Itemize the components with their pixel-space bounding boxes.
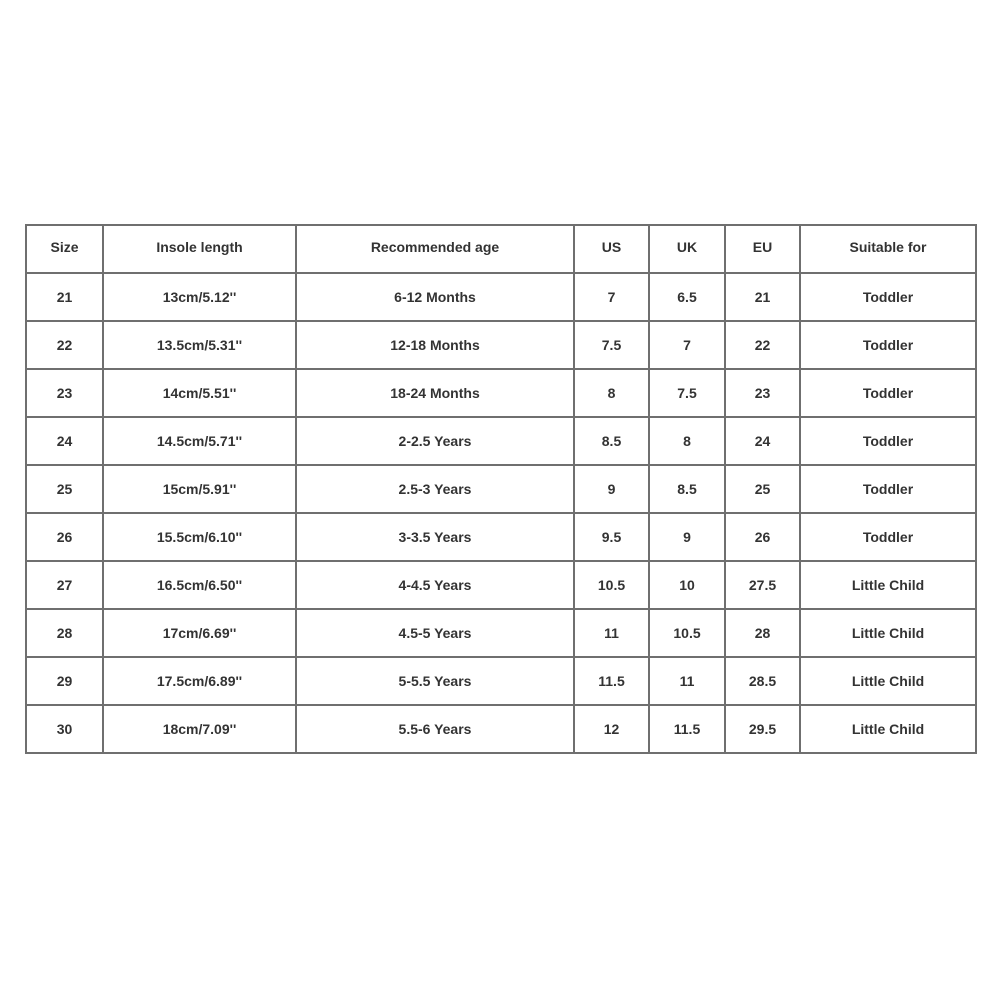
cell-uk: 11 <box>649 657 725 705</box>
cell-suitable-for: Little Child <box>800 705 976 753</box>
cell-us: 11.5 <box>574 657 649 705</box>
cell-insole-length: 17.5cm/6.89'' <box>103 657 296 705</box>
cell-suitable-for: Toddler <box>800 465 976 513</box>
cell-recommended-age: 4.5-5 Years <box>296 609 574 657</box>
cell-eu: 24 <box>725 417 800 465</box>
cell-insole-length: 16.5cm/6.50'' <box>103 561 296 609</box>
table-row <box>26 321 976 369</box>
header-size: Size <box>26 223 103 271</box>
table-row <box>26 561 976 609</box>
header-us: US <box>574 223 649 271</box>
cell-uk: 7 <box>649 321 725 369</box>
table-row <box>26 369 976 417</box>
cell-insole-length: 17cm/6.69'' <box>103 609 296 657</box>
cell-us: 8 <box>574 369 649 417</box>
cell-eu: 29.5 <box>725 705 800 753</box>
table-row <box>26 657 976 705</box>
cell-insole-length: 13.5cm/5.31'' <box>103 321 296 369</box>
cell-suitable-for: Little Child <box>800 561 976 609</box>
cell-uk: 8.5 <box>649 465 725 513</box>
cell-us: 7 <box>574 273 649 321</box>
cell-us: 8.5 <box>574 417 649 465</box>
cell-insole-length: 15cm/5.91'' <box>103 465 296 513</box>
cell-insole-length: 18cm/7.09'' <box>103 705 296 753</box>
cell-recommended-age: 3-3.5 Years <box>296 513 574 561</box>
header-row <box>26 225 976 273</box>
cell-us: 7.5 <box>574 321 649 369</box>
cell-recommended-age: 2.5-3 Years <box>296 465 574 513</box>
cell-eu: 28.5 <box>725 657 800 705</box>
cell-eu: 26 <box>725 513 800 561</box>
cell-size: 24 <box>26 417 103 465</box>
cell-uk: 11.5 <box>649 705 725 753</box>
cell-us: 9.5 <box>574 513 649 561</box>
cell-insole-length: 14.5cm/5.71'' <box>103 417 296 465</box>
cell-eu: 23 <box>725 369 800 417</box>
cell-eu: 27.5 <box>725 561 800 609</box>
table-header <box>26 225 976 273</box>
cell-us: 11 <box>574 609 649 657</box>
cell-recommended-age: 2-2.5 Years <box>296 417 574 465</box>
cell-us: 9 <box>574 465 649 513</box>
table-row <box>26 513 976 561</box>
cell-size: 22 <box>26 321 103 369</box>
table-row <box>26 273 976 321</box>
cell-uk: 9 <box>649 513 725 561</box>
cell-insole-length: 14cm/5.51'' <box>103 369 296 417</box>
table-row <box>26 705 976 753</box>
cell-size: 29 <box>26 657 103 705</box>
table-body <box>26 273 976 753</box>
cell-size: 26 <box>26 513 103 561</box>
cell-suitable-for: Toddler <box>800 417 976 465</box>
cell-recommended-age: 5.5-6 Years <box>296 705 574 753</box>
cell-size: 21 <box>26 273 103 321</box>
cell-suitable-for: Toddler <box>800 513 976 561</box>
cell-suitable-for: Toddler <box>800 369 976 417</box>
header-uk: UK <box>649 223 725 271</box>
cell-eu: 25 <box>725 465 800 513</box>
cell-recommended-age: 18-24 Months <box>296 369 574 417</box>
cell-uk: 10 <box>649 561 725 609</box>
header-recommended-age: Recommended age <box>296 223 574 271</box>
cell-uk: 7.5 <box>649 369 725 417</box>
cell-suitable-for: Toddler <box>800 273 976 321</box>
cell-suitable-for: Toddler <box>800 321 976 369</box>
cell-size: 27 <box>26 561 103 609</box>
header-insole-length: Insole length <box>103 223 296 271</box>
cell-uk: 10.5 <box>649 609 725 657</box>
cell-eu: 22 <box>725 321 800 369</box>
header-eu: EU <box>725 223 800 271</box>
cell-recommended-age: 4-4.5 Years <box>296 561 574 609</box>
cell-uk: 6.5 <box>649 273 725 321</box>
cell-size: 25 <box>26 465 103 513</box>
cell-insole-length: 13cm/5.12'' <box>103 273 296 321</box>
cell-size: 30 <box>26 705 103 753</box>
cell-uk: 8 <box>649 417 725 465</box>
table-row <box>26 417 976 465</box>
cell-recommended-age: 12-18 Months <box>296 321 574 369</box>
cell-size: 23 <box>26 369 103 417</box>
cell-size: 28 <box>26 609 103 657</box>
cell-eu: 21 <box>725 273 800 321</box>
cell-us: 12 <box>574 705 649 753</box>
size-chart-table <box>25 224 977 754</box>
table-row <box>26 465 976 513</box>
cell-us: 10.5 <box>574 561 649 609</box>
cell-eu: 28 <box>725 609 800 657</box>
header-suitable-for: Suitable for <box>800 223 976 271</box>
cell-recommended-age: 5-5.5 Years <box>296 657 574 705</box>
table-row <box>26 609 976 657</box>
cell-suitable-for: Little Child <box>800 657 976 705</box>
cell-insole-length: 15.5cm/6.10'' <box>103 513 296 561</box>
cell-suitable-for: Little Child <box>800 609 976 657</box>
cell-recommended-age: 6-12 Months <box>296 273 574 321</box>
